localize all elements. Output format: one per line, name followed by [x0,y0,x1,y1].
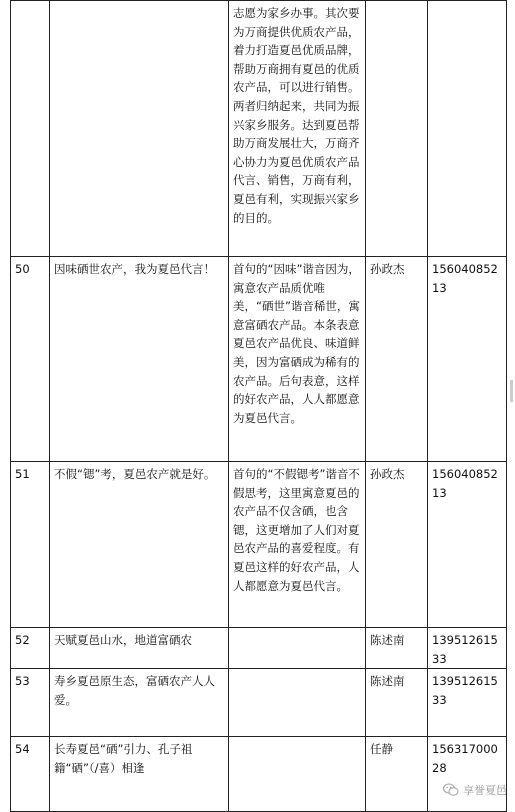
meaning-cell: 首句的“不假锶考”谐音不假思考，这里寓意夏邑的农产品不仅含硒，也含锶，这更增加了人们对夏邑农产品的喜爱程度。有夏邑这样的好农产品，人人都愿意为夏邑代言。 [229,462,366,628]
slogan-cell [50,1,229,257]
phone-cell: 15631700028 [428,737,507,812]
row-number: 52 [11,628,50,669]
watermark-text: 享誉夏邑 [463,784,507,797]
row-number: 50 [11,257,50,462]
phone-cell: 15604085213 [428,462,507,628]
meaning-cell: 志愿为家乡办事。其次要为万商提供优质农产品，着力打造夏邑优质品牌，帮助万商拥有夏邑的优质农产品，可以进行销售。两者归纳起来，共同为振兴家乡服务。达到夏邑帮助万商发展壮大，万商齐心协力为夏邑优质农产品代言、销售，万商有利，夏邑有利，实现振兴家乡的目的。 [229,1,366,257]
phone-cell: 15604085213 [428,257,507,462]
edge-mark [510,380,513,402]
table-row [11,628,507,669]
meaning-cell [229,669,366,737]
author-cell: 任静 [366,737,428,812]
author-cell: 陈述南 [366,669,428,737]
table-row [11,737,507,812]
row-number: 54 [11,737,50,812]
meaning-cell [229,628,366,669]
phone-cell: 13951261533 [428,628,507,669]
row-number: 51 [11,462,50,628]
table-row [11,669,507,737]
slogan-cell: 天赋夏邑山水，地道富硒农 [50,628,229,669]
slogan-table [10,0,507,812]
author-cell: 孙政杰 [366,462,428,628]
wechat-icon [443,783,459,797]
slogan-cell: 因味硒世农产，我为夏邑代言！ [50,257,229,462]
row-number: 53 [11,669,50,737]
author-cell [366,1,428,257]
meaning-cell: 首句的“因味”谐音因为，寓意农产品质优唯美，“硒世”谐音稀世，寓意富硒农产品。本条表意夏邑农产品优良、味道鲜美，因为富硒成为稀有的农产品。后句表意，这样的好农产品，人人都愿意为夏邑代言。 [229,257,366,462]
slogan-cell: 长寿夏邑“硒”引力、孔子祖籍“硒”（/喜）相逢 [50,737,229,812]
table-row [11,1,507,257]
meaning-cell [229,737,366,812]
watermark [443,782,507,798]
row-number [11,1,50,257]
phone-cell: 13951261533 [428,669,507,737]
table-row [11,462,507,628]
author-cell: 陈述南 [366,628,428,669]
author-cell: 孙政杰 [366,257,428,462]
slogan-cell: 寿乡夏邑原生态，富硒农产人人爱。 [50,669,229,737]
table-row [11,257,507,462]
phone-cell [428,1,507,257]
slogan-cell: 不假“锶”考，夏邑农产就是好。 [50,462,229,628]
